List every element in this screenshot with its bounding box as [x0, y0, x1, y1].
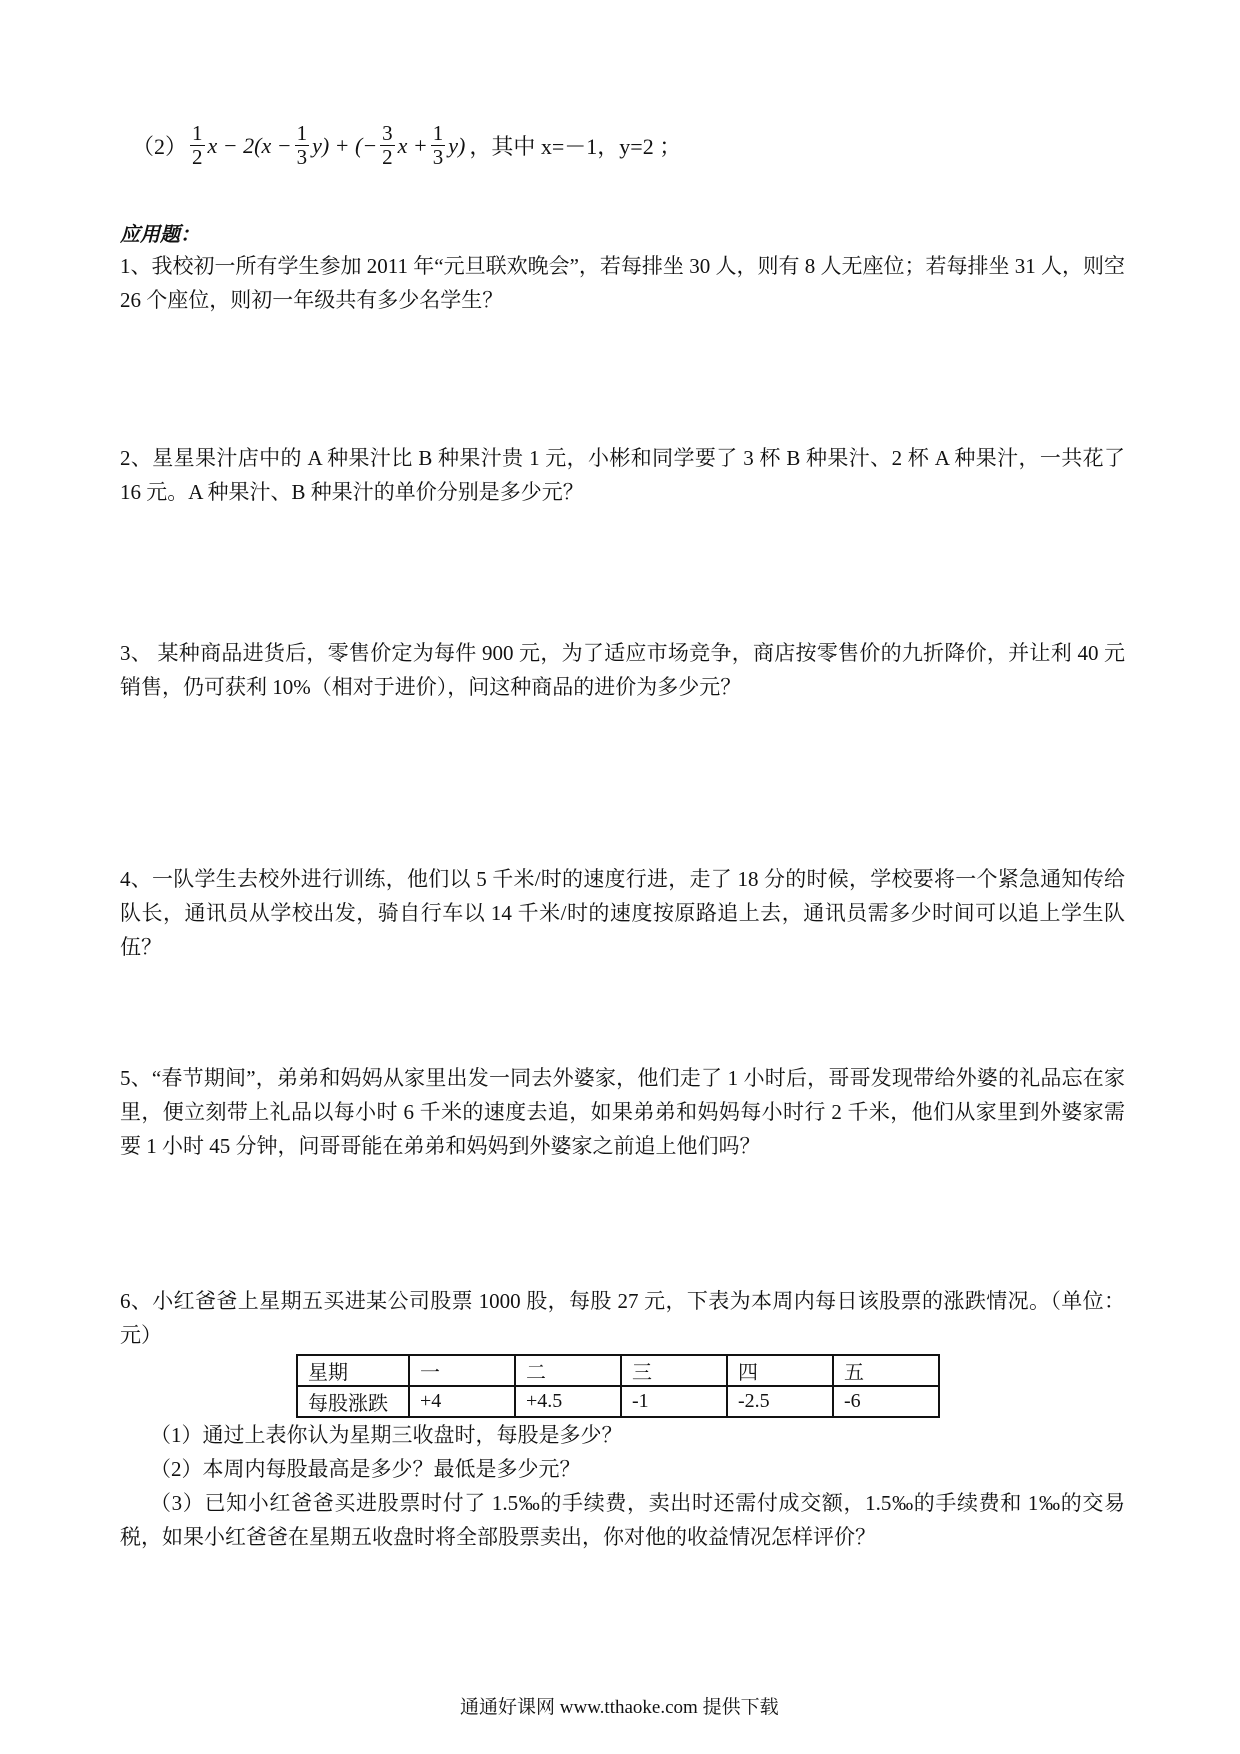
table-cell: -6 [833, 1386, 939, 1417]
question-5: 5、“春节期间”，弟弟和妈妈从家里出发一同去外婆家，他们走了 1 小时后，哥哥发现带给外婆的礼品忘在家里，便立刻带上礼品以每小时 6 千米的速度去追，如果弟弟和妈妈每小时行 2 千米，他们从家里到外婆家需要 1 小时 45 分钟，问哥哥能在弟弟和妈妈到外婆家之前追上他们吗？ [120, 1066, 1125, 1158]
question-4: 4、一队学生去校外进行训练，他们以 5 千米/时的速度行进，走了 18 分的时候，学校要将一个紧急通知传给队长，通讯员从学校出发，骑自行车以 14 千米/时的速度按原路追上去，通讯员需多少时间可以追上学生队伍？ [120, 867, 1125, 959]
denominator: 2 [382, 145, 393, 169]
question-2: 2、星星果汁店中的 A 种果汁比 B 种果汁贵 1 元，小彬和同学要了 3 杯 B 种果汁、2 杯 A 种果汁，一共花了 16 元。A 种果汁、B 种果汁的单价分别是多少元？ [120, 446, 1125, 504]
fraction [190, 122, 205, 169]
condition: ，其中 x=－1，y=2 ； [469, 134, 682, 159]
table-cell: +4.5 [515, 1386, 621, 1417]
numerator: 1 [432, 121, 444, 145]
denominator: 3 [432, 145, 444, 169]
denominator: 3 [296, 145, 308, 169]
question-6: 6、小红爸爸上星期五买进某公司股票 1000 股，每股 27 元，下表为本周内每日该股票的涨跌情况。（单位：元） [120, 1289, 1125, 1347]
table-cell: 二 [515, 1355, 621, 1386]
sub-question-1: （1）通过上表你认为星期三收盘时，每股是多少？ [150, 1423, 623, 1447]
table-cell: 四 [727, 1355, 833, 1386]
question-3: 3、 某种商品进货后，零售价定为每件 900 元，为了适应市场竞争，商店按零售价的九折降价，并让利 40 元销售，仍可获利 10%（相对于进价），问这种商品的进价为多少元？ [120, 641, 1125, 699]
table-header-row [297, 1355, 939, 1386]
table-cell: 一 [409, 1355, 515, 1386]
expr-part: y) [448, 132, 466, 158]
expr-part: x − 2(x − [207, 132, 292, 158]
sub-question-3: （3）已知小红爸爸买进股票时付了 1.5‰的手续费，卖出时还需付成交额，1.5‰的手续费和 1‰的交易税，如果小红爸爸在星期五收盘时将全部股票卖出，你对他的收益情况怎样评价？ [120, 1491, 1125, 1549]
table-cell: 每股涨跌 [297, 1386, 409, 1417]
table-cell: 三 [621, 1355, 727, 1386]
footer-source: 通通好课网 www.tthaoke.com 提供下载 [460, 1697, 779, 1718]
table-cell: 星期 [297, 1355, 409, 1386]
problem-label: （2） [132, 134, 188, 159]
stock-change-table [296, 1354, 940, 1418]
fraction [295, 122, 310, 169]
fraction [380, 122, 395, 169]
table-cell: +4 [409, 1386, 515, 1417]
expr-part: x + [397, 132, 428, 158]
numerator: 1 [192, 121, 203, 145]
expression-problem-2 [132, 122, 681, 169]
expr-part: y) + (− [312, 132, 378, 158]
denominator: 2 [192, 145, 203, 169]
table-row [297, 1386, 939, 1417]
numerator: 1 [296, 121, 308, 145]
table-cell: -2.5 [727, 1386, 833, 1417]
table-cell: 五 [833, 1355, 939, 1386]
sub-question-2: （2）本周内每股最高是多少？最低是多少元？ [150, 1457, 581, 1481]
question-1: 1、我校初一所有学生参加 2011 年“元旦联欢晚会”，若每排坐 30 人，则有 8 人无座位；若每排坐 31 人，则空 26 个座位，则初一年级共有多少名学生？ [120, 254, 1125, 312]
numerator: 3 [382, 121, 393, 145]
table-cell: -1 [621, 1386, 727, 1417]
section-heading: 应用题： [120, 224, 200, 246]
fraction [431, 122, 446, 169]
